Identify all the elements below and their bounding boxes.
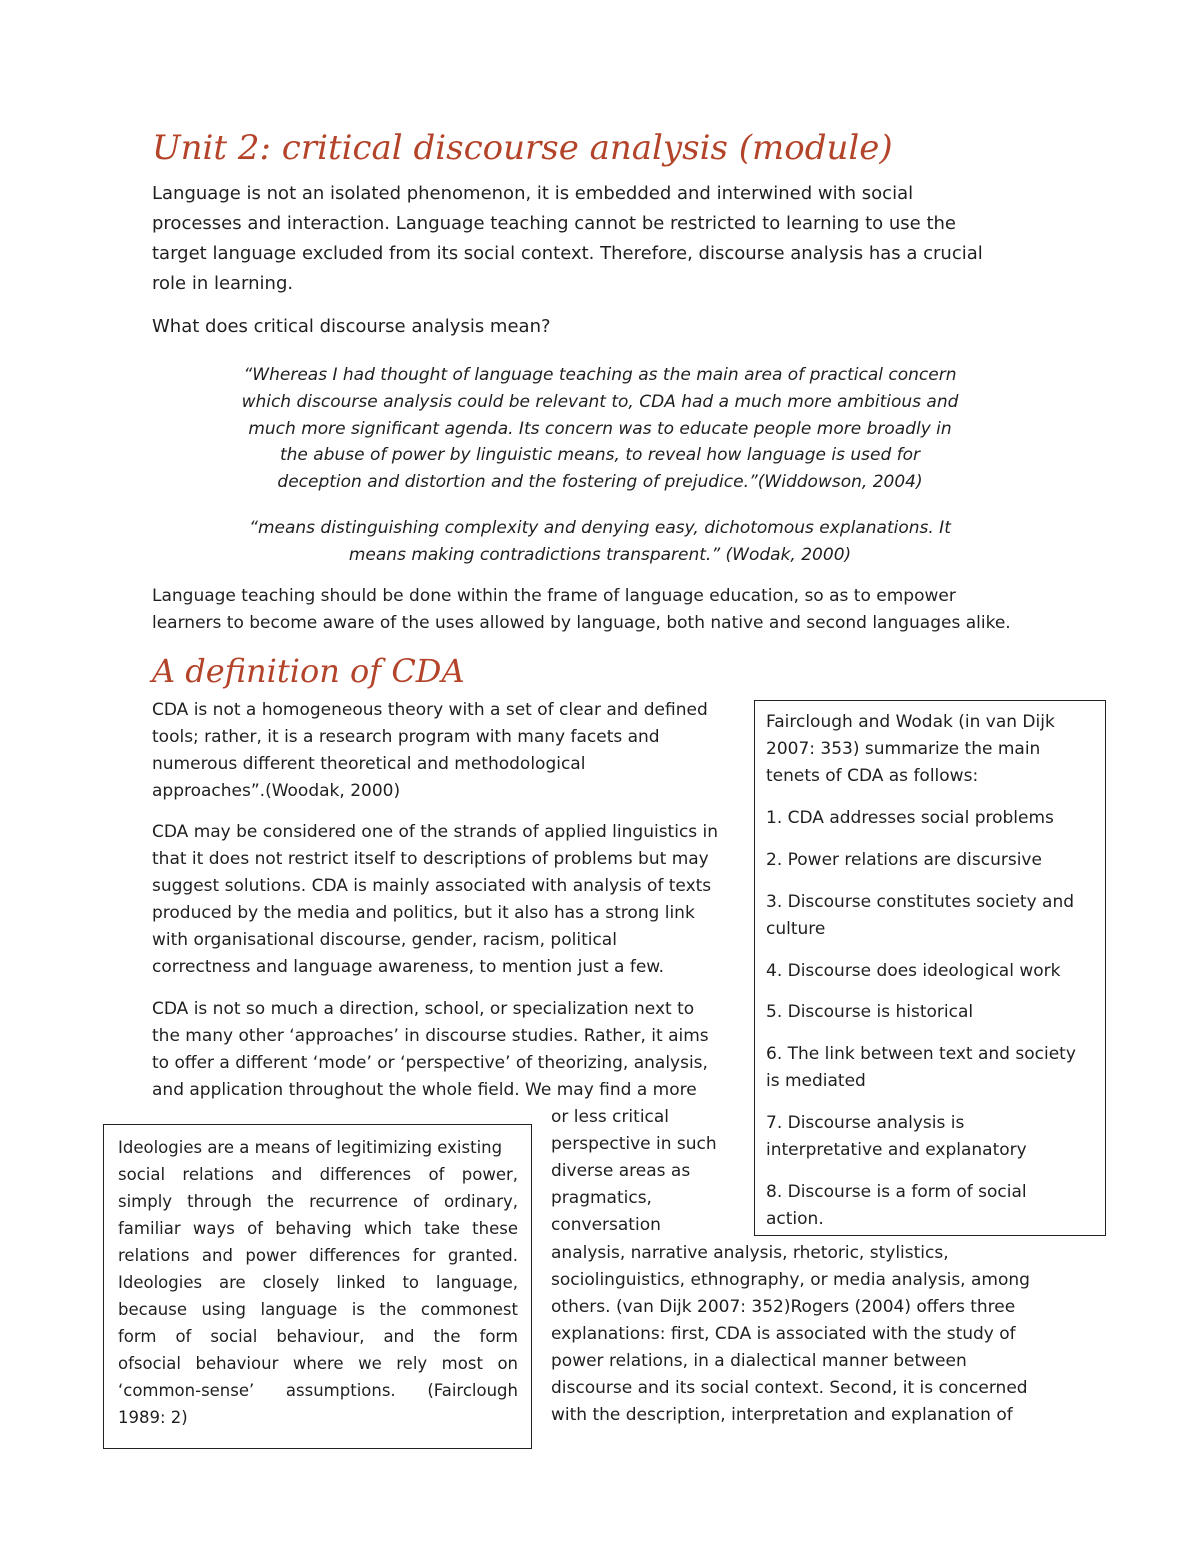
def-line: CDA is not a homogeneous theory with a set of clear and defined	[152, 700, 708, 720]
quote-line: the abuse of power by linguistic means, to reveal how language is used for	[279, 445, 921, 465]
ideology-line: form of social behaviour, and the form	[118, 1327, 518, 1346]
tenets-intro-line: 2007: 353) summarize the main	[766, 739, 1041, 759]
ideology-line: Ideologies are a means of legitimizing existing	[118, 1138, 503, 1157]
unit-heading: Unit 2: critical discourse analysis (module)	[152, 128, 893, 168]
tenet-item: is mediated	[766, 1071, 866, 1091]
intro-line: role in learning.	[152, 273, 294, 294]
tenet-item: interpretative and explanatory	[766, 1140, 1027, 1160]
def-line: approaches”.(Woodak, 2000)	[152, 781, 401, 801]
ideology-line: ‘common-sense’ assumptions. (Fairclough	[118, 1381, 518, 1400]
ideology-line: Ideologies are closely linked to language,	[118, 1273, 518, 1292]
def-line: tools; rather, it is a research program with many facets and	[152, 727, 660, 747]
ideology-line: familiar ways of behaving which take these	[118, 1219, 518, 1238]
bottom-line: analysis, narrative analysis, rhetoric, stylistics,	[551, 1243, 949, 1263]
ideology-line: simply through the recurrence of ordinary,	[118, 1192, 518, 1211]
tenets-box	[754, 700, 1106, 1236]
quote-line: which discourse analysis could be relevant to, CDA had a much more ambitious and	[241, 392, 959, 412]
def-line: correctness and language awareness, to mention just a few.	[152, 957, 665, 977]
tenet-item: 6. The link between text and society	[766, 1044, 1076, 1064]
tenet-item: 3. Discourse constitutes society and	[766, 892, 1075, 912]
def-line: and application throughout the whole field. We may find a more	[152, 1080, 697, 1100]
narrow-line: diverse areas as	[551, 1161, 691, 1181]
ideology-box	[103, 1124, 532, 1449]
ideology-line: relations and power differences for granted.	[118, 1246, 518, 1265]
narrow-line: pragmatics,	[551, 1188, 652, 1208]
bottom-line: power relations, in a dialectical manner between	[551, 1351, 967, 1371]
quote-line: much more significant agenda. Its concern was to educate people more broadly in	[248, 419, 952, 439]
bottom-line: others. (van Dijk 2007: 352)Rogers (2004) offers three	[551, 1297, 1016, 1317]
bottom-line: with the description, interpretation and explanation of	[551, 1405, 1013, 1425]
tenet-item: 2. Power relations are discursive	[766, 850, 1042, 870]
tenet-item: 5. Discourse is historical	[766, 1002, 974, 1022]
question-line: What does critical discourse analysis mean?	[152, 316, 551, 337]
intro-line: Language is not an isolated phenomenon, it is embedded and interwined with social	[152, 183, 914, 204]
def-line: suggest solutions. CDA is mainly associated with analysis of texts	[152, 876, 712, 896]
tenet-item: 8. Discourse is a form of social	[766, 1182, 1027, 1202]
bottom-line: sociolinguistics, ethnography, or media analysis, among	[551, 1270, 1030, 1290]
tenets-intro-line: Fairclough and Wodak (in van Dijk	[766, 712, 1055, 732]
teaching-line: learners to become aware of the uses allowed by language, both native and second languages alike.	[152, 613, 1011, 633]
tenet-item: culture	[766, 919, 826, 939]
def-line: to offer a different ‘mode’ or ‘perspective’ of theorizing, analysis,	[152, 1053, 708, 1073]
narrow-line: perspective in such	[551, 1134, 717, 1154]
bottom-line: discourse and its social context. Second, it is concerned	[551, 1378, 1028, 1398]
def-line: numerous different theoretical and methodological	[152, 754, 586, 774]
intro-line: target language excluded from its social context. Therefore, discourse analysis has a crucial	[152, 243, 983, 264]
narrow-line: conversation	[551, 1215, 661, 1235]
def-line: CDA may be considered one of the strands of applied linguistics in	[152, 822, 719, 842]
narrow-line: or less critical	[551, 1107, 670, 1127]
ideology-line: ofsocial behaviour where we rely most on	[118, 1354, 518, 1373]
tenets-intro-line: tenets of CDA as follows:	[766, 766, 979, 786]
quote-line: “means distinguishing complexity and denying easy, dichotomous explanations. It	[249, 518, 951, 538]
def-line: the many other ‘approaches’ in discourse studies. Rather, it aims	[152, 1026, 709, 1046]
ideology-line: social relations and differences of power,	[118, 1165, 518, 1184]
def-line: CDA is not so much a direction, school, or specialization next to	[152, 999, 695, 1019]
def-line: that it does not restrict itself to descriptions of problems but may	[152, 849, 709, 869]
intro-line: processes and interaction. Language teaching cannot be restricted to learning to use the	[152, 213, 957, 234]
teaching-line: Language teaching should be done within the frame of language education, so as to empower	[152, 586, 956, 606]
ideology-line: 1989: 2)	[118, 1408, 188, 1427]
bottom-line: explanations: first, CDA is associated with the study of	[551, 1324, 1016, 1344]
def-line: produced by the media and politics, but it also has a strong link	[152, 903, 695, 923]
definition-heading: A definition of CDA	[152, 652, 465, 690]
quote-line: deception and distortion and the fostering of prejudice.”(Widdowson, 2004)	[277, 472, 923, 492]
tenet-item: 1. CDA addresses social problems	[766, 808, 1054, 828]
tenet-item: action.	[766, 1209, 824, 1229]
tenet-item: 4. Discourse does ideological work	[766, 961, 1061, 981]
ideology-line: because using language is the commonest	[118, 1300, 518, 1319]
quote-line: means making contradictions transparent.” (Wodak, 2000)	[348, 545, 852, 565]
quote-line: “Whereas I had thought of language teaching as the main area of practical concern	[243, 365, 957, 385]
tenet-item: 7. Discourse analysis is	[766, 1113, 965, 1133]
def-line: with organisational discourse, gender, racism, political	[152, 930, 617, 950]
